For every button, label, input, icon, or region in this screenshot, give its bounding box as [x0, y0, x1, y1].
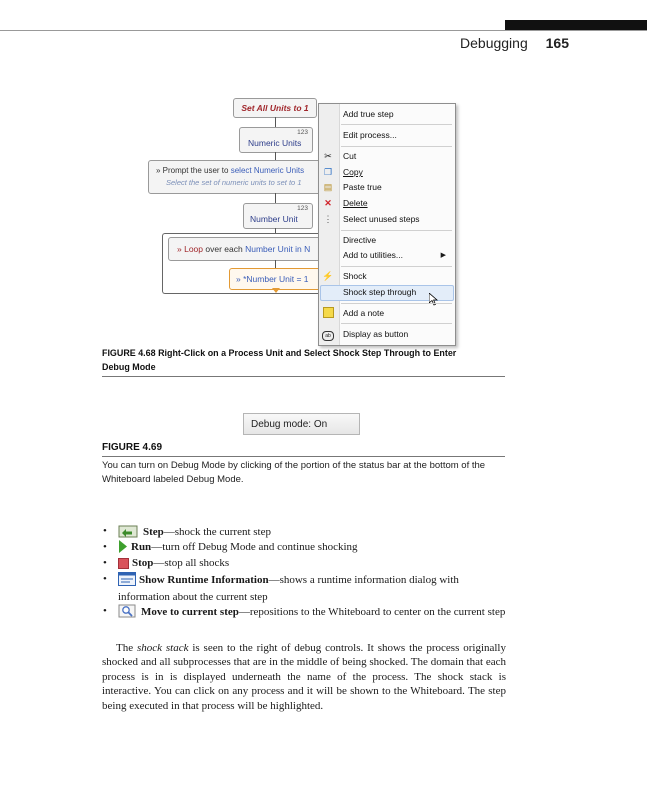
caption-rule [102, 376, 505, 377]
menu-item-edit-process[interactable]: Edit process... [343, 130, 397, 140]
menu-item-copy[interactable]: Copy [343, 167, 363, 177]
set-all-units-node[interactable] [233, 98, 317, 118]
number-badge: 123 [297, 205, 308, 212]
figure-4-68-screenshot [146, 96, 456, 344]
loop-mid: over each [205, 244, 243, 254]
scissors-icon: ✂ [324, 151, 332, 161]
numeric-badge: 123 [297, 129, 308, 136]
menu-item-shock-step-through[interactable]: Shock step through [343, 287, 417, 297]
loop-prefix: » Loop [177, 244, 203, 254]
move-step-term: Move to current step [141, 606, 239, 618]
menu-separator [341, 230, 452, 231]
menu-separator [341, 124, 452, 125]
button-icon: ab [322, 328, 334, 340]
menu-item-shock[interactable]: Shock [343, 271, 367, 281]
shock-stack-paragraph [102, 641, 506, 713]
bullet-dot: • [103, 605, 107, 617]
bullet-dot: • [103, 541, 107, 553]
connector-line [275, 193, 276, 203]
chapter-title: Debugging [460, 35, 528, 51]
menu-separator [341, 266, 452, 267]
figure-4-68-caption: FIGURE 4.68 Right-Click on a Process Unit and Select Shock Step Through to Enter Debug Mode [102, 348, 457, 373]
menu-item-display-as-button[interactable]: Display as button [343, 329, 409, 339]
menu-item-add-to-utilities[interactable]: Add to utilities... [343, 250, 404, 260]
runtime-info-icon [118, 572, 136, 590]
connector-line [275, 260, 276, 268]
figure-4-69-label: FIGURE 4.69 [102, 442, 163, 453]
run-desc: —turn off Debug Mode and continue shocking [151, 541, 358, 553]
running-head [460, 35, 569, 51]
step-desc: —shock the current step [163, 526, 271, 538]
runtime-info-desc: —shows a runtime information dialog with information about the current step [118, 574, 459, 603]
prompt-user-node[interactable] [148, 160, 322, 194]
menu-item-add-true-step[interactable]: Add true step [343, 109, 394, 119]
figure-4-69-caption: You can turn on Debug Mode by clicking of the portion of the status bar at the bottom of the Whiteboard labeled Debug Mode. [102, 460, 486, 485]
numeric-units-label: Numeric Units [248, 138, 302, 148]
prompt-subtext: Select the set of numeric units to set to 1 [166, 178, 302, 187]
run-icon [118, 540, 128, 557]
assign-number-unit-node[interactable] [229, 268, 321, 290]
header-rule [0, 30, 647, 31]
stop-desc: —stop all shocks [153, 557, 230, 569]
set-all-units-label: Set All Units to 1 [241, 103, 309, 113]
context-menu [318, 103, 456, 346]
move-step-desc: —repositions to the Whiteboard to center on the current step [238, 606, 506, 618]
page-number: 165 [545, 35, 569, 51]
submenu-arrow-icon: ▶ [440, 252, 446, 259]
delete-x-icon: ✕ [324, 198, 332, 208]
paste-icon: ▤ [323, 182, 333, 192]
copy-icon: ❐ [323, 167, 333, 177]
prompt-prefix: » Prompt the user to [156, 166, 229, 175]
mouse-pointer-icon [429, 293, 439, 311]
prompt-select: select Numeric Units [230, 166, 305, 175]
bullet-dot: • [103, 525, 107, 537]
para-lead: The [116, 642, 137, 654]
number-unit-node[interactable] [243, 203, 313, 229]
current-step-marker [272, 288, 280, 293]
menu-item-delete[interactable]: Delete [343, 198, 368, 208]
loop-node[interactable] [168, 237, 324, 261]
step-term: Step [143, 526, 164, 538]
select-icon: ⋮ [323, 214, 333, 224]
para-rest: is seen to the right of debug controls. It shows the process originally shocked and all subprocesses that are in the middle of being shocked. The domain that each process is in is displayed underneath the name of the process. The shock stack is interactive. You can click on any process and it will be shown to the Whiteboard. The step being executed in that process will be highlighted. [102, 642, 506, 712]
para-term: shock stack [136, 642, 189, 654]
menu-item-paste-true[interactable]: Paste true [343, 182, 382, 192]
numeric-units-node[interactable] [239, 127, 313, 153]
menu-item-add-a-note[interactable]: Add a note [343, 308, 385, 318]
menu-separator [341, 323, 452, 324]
menu-item-directive[interactable]: Directive [343, 235, 377, 245]
caption-rule [102, 456, 505, 457]
assign-label: » *Number Unit = 1 [236, 274, 309, 284]
menu-item-select-unused-steps[interactable]: Select unused steps [343, 214, 420, 224]
runtime-info-term: Show Runtime Information [139, 574, 269, 586]
move-to-step-icon [118, 604, 136, 622]
note-icon [322, 307, 334, 319]
menu-item-cut[interactable]: Cut [343, 151, 357, 161]
menu-separator [341, 303, 452, 304]
lightning-icon: ⚡ [322, 271, 334, 281]
debug-mode-status[interactable]: Debug mode: On [243, 413, 360, 435]
run-term: Run [131, 541, 152, 553]
connector-line [275, 117, 276, 127]
stop-icon [118, 558, 129, 573]
loop-unit: Number Unit in N [245, 244, 311, 254]
bullet-dot: • [103, 557, 107, 569]
number-unit-label: Number Unit [250, 214, 298, 224]
stop-term: Stop [132, 557, 154, 569]
bullet-dot: • [103, 573, 107, 585]
menu-separator [341, 146, 452, 147]
